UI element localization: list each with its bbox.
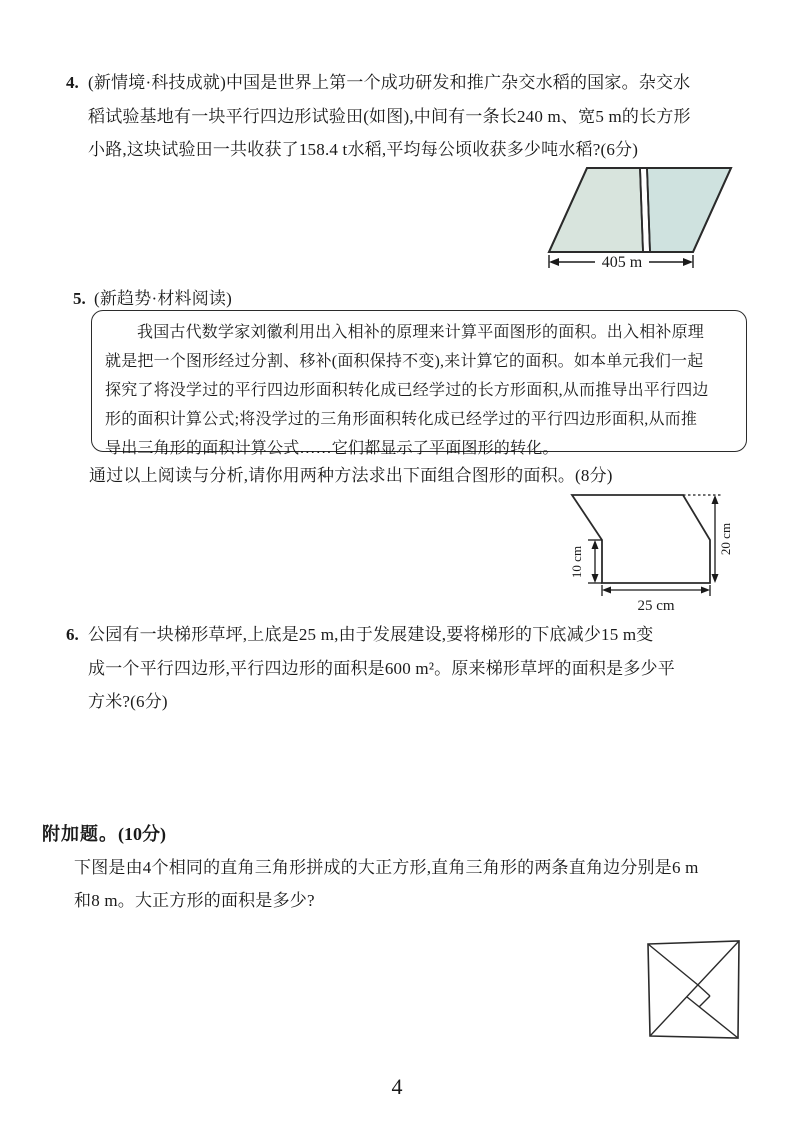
question-5-title: (新趋势·材料阅读) — [94, 289, 232, 308]
small-square-edge — [699, 996, 710, 1007]
base-dimension — [602, 585, 710, 596]
bonus-line: 和8 m。大正方形的面积是多少? — [74, 891, 315, 910]
arrowhead-down — [712, 574, 719, 583]
question-6-number: 6. — [66, 625, 79, 644]
question-4-number: 4. — [66, 73, 79, 92]
question-5-number: 5. — [73, 289, 86, 308]
arrowhead-left — [602, 587, 611, 594]
question-6-line: 成一个平行四边形,平行四边形的面积是600 m²。原来梯形草坪的面积是多少平 — [88, 658, 675, 678]
bottom-right-triangle-line — [687, 997, 738, 1038]
arrowhead-down — [592, 574, 599, 583]
arrowhead-up — [712, 495, 719, 504]
right-dimension-label: 20 cm — [718, 522, 733, 556]
reading-box — [91, 310, 747, 457]
diagonal-line — [650, 941, 739, 1036]
question-4-line: (新情境·科技成就)中国是世界上第一个成功研发和推广杂交水稻的国家。杂交水 — [88, 73, 691, 92]
question-4-text — [88, 66, 691, 167]
small-square-edge — [698, 985, 710, 996]
composite-shape-figure — [558, 486, 750, 616]
arrowhead-up — [592, 540, 599, 549]
parallelogram-field-figure — [545, 164, 760, 279]
question-6-line: 公园有一块梯形草坪,上底是25 m,由于发展建设,要将梯形的下底减少15 m变 — [88, 625, 654, 644]
bonus-text — [74, 851, 699, 917]
arrowhead-left — [549, 258, 559, 266]
left-dimension-label: 10 cm — [569, 545, 584, 579]
reading-line: 形的面积计算公式;将没学过的三角形面积转化成已经学过的平行四边形面积,从而推 — [105, 411, 698, 428]
reading-line: 探究了将没学过的平行四边形面积转化成已经学过的长方形面积,从而推导出平行四边 — [105, 382, 709, 399]
bonus-heading — [42, 820, 166, 846]
question-4-line: 小路,这块试验田一共收获了158.4 t水稻,平均每公顷收获多少吨水稻?(6分) — [88, 140, 639, 159]
question-6-line: 方米?(6分) — [88, 692, 168, 711]
page-number: 4 — [391, 1074, 403, 1099]
reading-line: 我国古代数学家刘徽利用出入相补的原理来计算平面图形的面积。出入相补原理 — [137, 324, 705, 341]
composite-shape-outline — [572, 495, 710, 583]
reading-line: 就是把一个图形经过分割、移补(面积保持不变),来计算它的面积。如本单元我们一起 — [105, 353, 704, 370]
arrowhead-right — [701, 587, 710, 594]
bonus-heading-points: (10分) — [118, 824, 166, 844]
base-dimension-label: 405 m — [601, 254, 643, 271]
top-left-triangle-line — [648, 944, 698, 985]
arrowhead-right — [683, 258, 693, 266]
bonus-line: 下图是由4个相同的直角三角形拼成的大正方形,直角三角形的两条直角边分别是6 m — [74, 858, 699, 877]
reading-line: 导出三角形的面积计算公式……它们都显示了平面图形的转化。 — [105, 440, 559, 457]
base-dimension-label: 25 cm — [637, 598, 675, 614]
question-6-text — [88, 618, 675, 719]
square-pinwheel-figure — [645, 938, 745, 1043]
bonus-heading-title: 附加题。 — [42, 824, 118, 844]
question-4-line: 稻试验基地有一块平行四边形试验田(如图),中间有一条长240 m、宽5 m的长方形 — [88, 106, 691, 126]
question-5-prompt: 通过以上阅读与分析,请你用两种方法求出下面组合图形的面积。(8分) — [89, 466, 613, 485]
